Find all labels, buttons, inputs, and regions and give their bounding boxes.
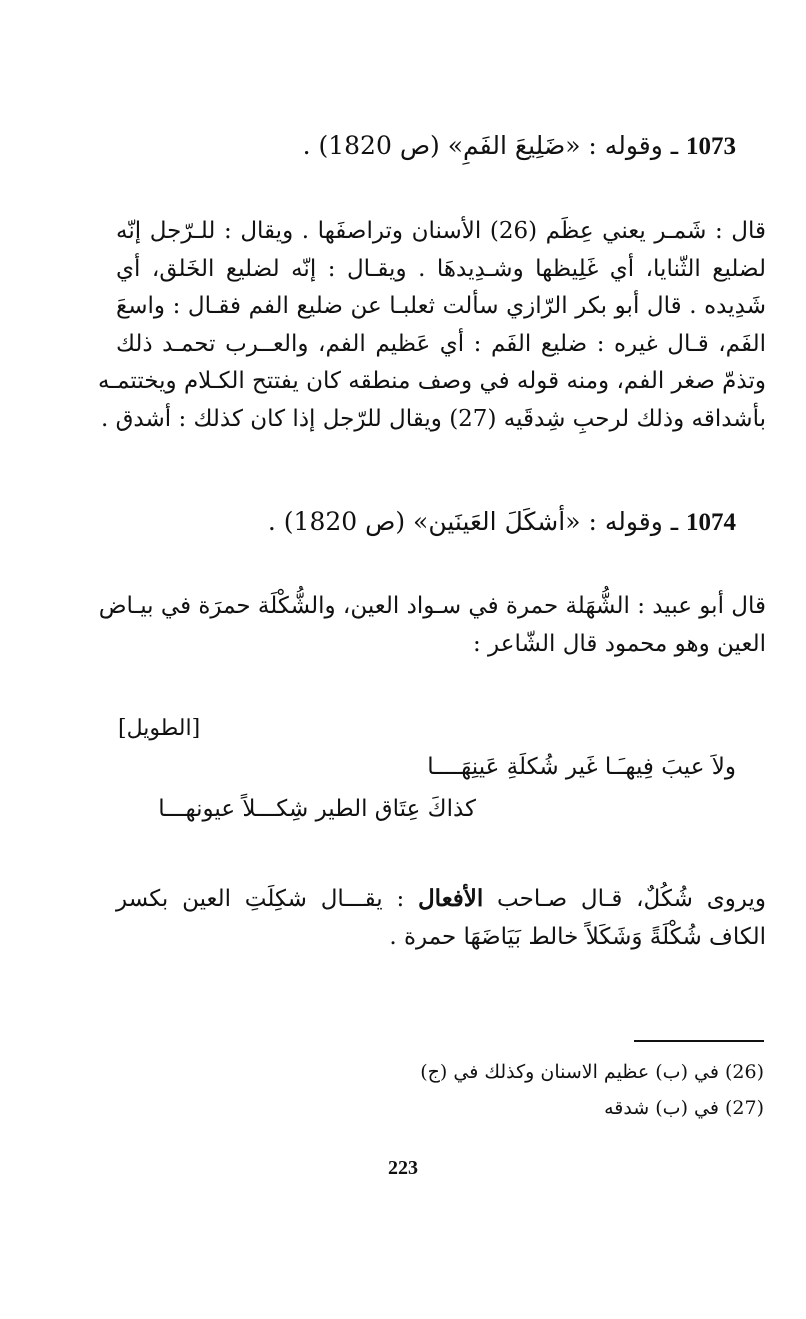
footnote-separator (634, 1040, 764, 1042)
paragraph-line: العين وهو محمود قال الشّاعر : (472, 630, 766, 657)
entry-1074-commentary (116, 880, 766, 956)
entry-number: 1074 (686, 509, 736, 536)
paragraph-line: قال أبو عبيد : الشُّهَلة حمرة في سـواد العين، والشُّكْلَة حمرَة في بيـاض (98, 593, 766, 619)
footnote-27: (27) في (ب) شدقه (604, 1097, 764, 1119)
entry-heading-1073 (56, 128, 736, 165)
paragraph-line: قال : شَمـر يعني عِظَم (26) الأسنان وتراصفَها . ويقال : للـرّجل إنّه (116, 218, 766, 244)
paragraph-line: بأشداقه وذلك لرحبِ شِدقَيه (27) ويقال للرّجل إذا كان كذلك : أشدق . (100, 405, 766, 432)
entry-1073-paragraph (98, 213, 766, 438)
poetic-meter-label: [الطويل] (118, 716, 201, 741)
verse-hemistich-1: ولاَ عيبَ فِيهـَـا غَير شُكلَةِ عَينِهَــــا (427, 754, 736, 780)
text-run: ويروى شُكُلٌ، قـال صـاحب (483, 886, 766, 912)
paragraph-line: شَدِيده . قال أبو بكر الرّازي سألت ثعلبـا عن ضليع الفم فقـال : واسعَ (116, 293, 766, 319)
entry-heading-1074 (56, 504, 736, 541)
paragraph-line: لضليع الثّنايا، أي غَلِيظها وشـدِيدهَا . ويقـال : إنّه لضليع الخَلق، أي (116, 255, 766, 282)
paragraph-line: وتذمّ صغر الفم، ومنه قوله في وصف منطقه كان يفتتح الكـلام ويختتمـه (98, 368, 766, 394)
verse-hemistich-2: كذاكَ عِتَاق الطير شِكـــلاً عيونهـــا (158, 796, 476, 822)
paragraph-line: الفَم، قـال غيره : ضليع الفَم : أي عَظيم الفم، والعــرب تحمـد ذلك (116, 330, 766, 357)
entry-heading-text: ـ وقوله : «ضَلِيعَ الفَمِ» (ص 1820) . (302, 131, 679, 160)
entry-heading-text: ـ وقوله : «أشكَلَ العَينَين» (ص 1820) . (267, 507, 679, 536)
entry-number: 1073 (686, 133, 736, 160)
text-run: : يقـــال شكِلَتِ العين بكسر (116, 886, 418, 912)
page-number: 223 (388, 1157, 418, 1179)
entry-1074-paragraph (98, 588, 766, 663)
paragraph-line (116, 880, 766, 919)
paragraph-line: الكاف شُكْلَةً وَشَكَلاً خالط بَيَاضَهَا حمرة . (389, 923, 766, 950)
footnote-26: (26) في (ب) عظيم الاسنان وكذلك في (ج) (420, 1061, 764, 1083)
source-title: الأفعال (417, 885, 484, 912)
